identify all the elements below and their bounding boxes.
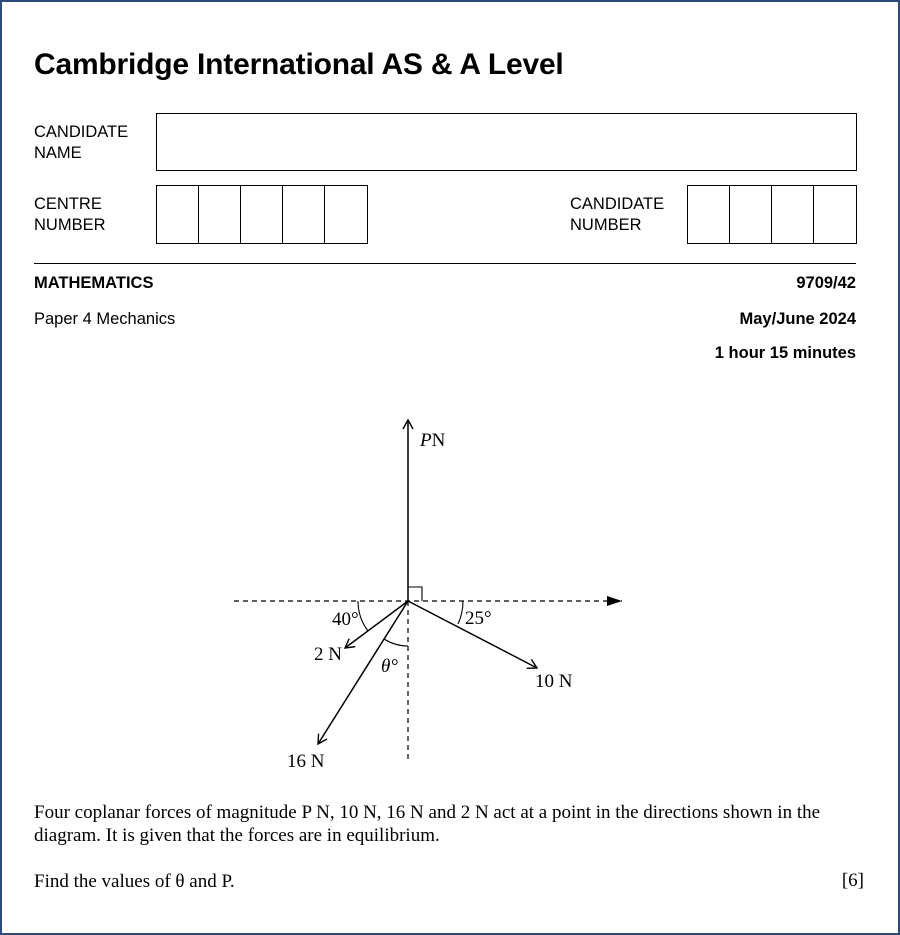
- centre-number-cell[interactable]: [283, 186, 325, 243]
- question-marks: [6]: [841, 870, 864, 891]
- centre-number-label-line1: CENTRE: [34, 195, 102, 213]
- candidate-number-cell[interactable]: [772, 186, 814, 243]
- question-paragraph: Four coplanar forces of magnitude P N, 10 N, 16 N and 2 N act at a point in the directions shown in the diagram. It is given that the forces are in equilibrium.: [34, 802, 821, 846]
- syllabus-code: 9709/42: [796, 274, 856, 292]
- centre-number-cell[interactable]: [325, 186, 367, 243]
- candidate-number-label-line1: CANDIDATE: [570, 195, 665, 213]
- paper-title: Paper 4 Mechanics: [34, 310, 176, 328]
- angle-40-label: 40°: [332, 609, 359, 630]
- page-title: Cambridge International AS & A Level: [34, 48, 564, 81]
- candidate-name-label-line2: NAME: [34, 144, 82, 162]
- force-diagram: [2, 382, 898, 782]
- subject-name: MATHEMATICS: [34, 274, 154, 292]
- right-angle-marker: [408, 587, 422, 601]
- force-p-label: PN: [420, 430, 446, 451]
- candidate-number-field[interactable]: [687, 185, 857, 244]
- exam-session: May/June 2024: [739, 310, 856, 328]
- candidate-name-label: [34, 122, 128, 164]
- question-instruction: Find the values of θ and P.: [34, 871, 235, 892]
- force-2n-label: 2 N: [314, 644, 342, 665]
- centre-number-label: [34, 194, 106, 236]
- force-10n-label: 10 N: [535, 671, 573, 692]
- candidate-number-cell[interactable]: [730, 186, 772, 243]
- angle-theta-arc: [384, 639, 408, 646]
- candidate-number-cell[interactable]: [688, 186, 730, 243]
- angle-40-arc: [358, 601, 368, 631]
- angle-theta-label: θ°: [381, 656, 398, 677]
- angle-25-label: 25°: [465, 608, 492, 629]
- candidate-number-label-line2: NUMBER: [570, 216, 642, 234]
- force-16n-label: 16 N: [287, 751, 325, 772]
- header-divider: [34, 263, 856, 264]
- angle-25-arc: [458, 601, 463, 624]
- candidate-number-cell[interactable]: [814, 186, 856, 243]
- exam-duration: 1 hour 15 minutes: [714, 344, 856, 362]
- centre-number-field[interactable]: [156, 185, 368, 244]
- centre-number-cell[interactable]: [199, 186, 241, 243]
- centre-number-label-line2: NUMBER: [34, 216, 106, 234]
- candidate-number-label: [570, 194, 664, 236]
- candidate-name-field[interactable]: [156, 113, 857, 171]
- candidate-name-label-line1: CANDIDATE: [34, 123, 129, 141]
- centre-number-cell[interactable]: [241, 186, 283, 243]
- centre-number-cell[interactable]: [157, 186, 199, 243]
